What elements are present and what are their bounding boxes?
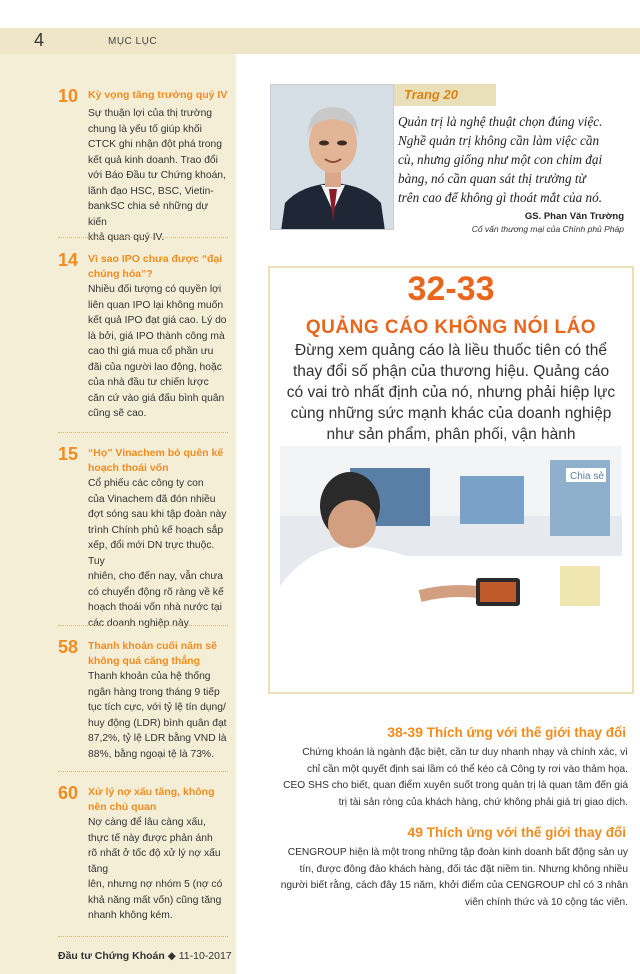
footer <box>58 950 232 962</box>
toc-page-number: 60 <box>58 783 79 803</box>
toc-summary: Nhiều đối tượng có quyền lợi liên quan IPO lại không muốn kết quả IPO đạt giá cao. Lý do là bởi, giá IPO thành công mà cao thì giá mua cổ phần ưu đãi của người lao động, hoặc của nhà đầu tư chiến lược căn cứ vào giá đấu bình quân cũng sẽ cao. <box>88 284 227 419</box>
publication-name: Đầu tư Chứng Khoán <box>58 950 165 962</box>
quote-text: Quản trị là nghệ thuật chọn đúng việc. Nghề quản trị không cần làm việc cần cù, nhưng giống như một con chim đại bàng, nó cần quan sát thị trường từ trên cao để không gì thoát mắt của nó. <box>398 114 603 205</box>
quote-author: GS. Phan Văn Trường <box>524 211 624 222</box>
article-summary: Chứng khoán là ngành đặc biệt, cần tư duy nhanh nhạy và chính xác, vì chỉ cần một quyết định sai lầm có thể kéo cả Công ty rơi vào thảm họa. CEO SHS cho biết, quan điểm xuyên suốt trong quản trị là quan tâm đến giá trị tài sản ròng của khách hàng, chứ không phải giá trị giao dịch. <box>283 747 628 808</box>
divider <box>58 237 228 238</box>
quote-author-role: Cố vấn thương mại của Chính phủ Pháp <box>471 224 624 234</box>
article-title: Thích ứng với thế giới thay đổi <box>426 825 626 840</box>
toc-summary: Thanh khoản của hệ thống ngân hàng trong tháng 9 tiếp tục tích cực, với tỷ lệ tín dụng/ huy động (LDR) bình quân đạt 87,2%, tỷ lệ LDR bằng VND là 88%, bằng ngoại tệ là 73%. <box>88 671 227 760</box>
toc-title[interactable]: Thanh khoản cuối năm sẽ không quá căng thẳng <box>88 640 217 667</box>
portrait-illustration <box>271 85 394 230</box>
issue-date: 11-10-2017 <box>178 950 232 962</box>
toc-title[interactable]: “Họ” Vinachem bỏ quên kế hoạch thoái vốn <box>88 447 224 474</box>
divider <box>58 432 228 433</box>
toc-page-number: 10 <box>58 86 79 106</box>
feature-photo-illustration <box>280 446 622 686</box>
feature-title[interactable]: QUẢNG CÁO KHÔNG NÓI LÁO <box>305 317 597 338</box>
article-summary: CENGROUP hiện là một trong những tập đoàn kinh doanh bất động sản uy tín, được đông đảo khách hàng, đối tác đặt niềm tin. Nhưng không nhiều người biết rằng, cách đây 15 năm, khởi điểm của CENGROUP chỉ có 3 nhân viên chính thức và 10 cộng tác viên. <box>280 847 628 908</box>
toc-title[interactable]: Vì sao IPO chưa được “đại chúng hóa”? <box>88 253 223 280</box>
page-number: 4 <box>34 30 45 50</box>
article-page-numbers: 49 <box>407 824 423 840</box>
footer-separator: ◆ <box>167 950 176 962</box>
feature-page-numbers[interactable]: 32-33 <box>407 270 495 308</box>
toc-summary: Sự thuận lợi của thị trường chung là yếu tố giúp khối CTCK ghi nhận đột phá trong kết quả kinh doanh. Trao đổi với Báo Đầu tư Chứng khoán, lãnh đạo HSC, BSC, Vietin- bankSC chia sẻ những dự kiến khả quan quý IV. <box>88 108 226 243</box>
article-page-numbers: 38-39 <box>387 724 423 740</box>
author-portrait <box>270 84 394 230</box>
toc-summary: Nợ càng để lâu càng xấu, thực tế này được phản ánh rõ nhất ở tốc độ xử lý nợ xấu tăng lên, nhưng nợ nhóm 5 (nợ có khả năng mất vốn) cũng tăng nhanh không kém. <box>88 817 223 921</box>
feature-summary: Đừng xem quảng cáo là liều thuốc tiên có thể thay đổi số phận của thương hiệu. Quảng cáo có vai trò nhất định của nó, nhưng phải hiệp lực cùng những sức mạnh khác của doanh nghiệp như sản phẩm, phân phối, vận hành <box>286 342 616 443</box>
divider <box>58 625 228 626</box>
divider <box>58 771 228 772</box>
divider <box>58 936 228 937</box>
photo-sign-text: Chia sẻ <box>570 471 604 482</box>
toc-title[interactable]: Kỳ vọng tăng trưởng quý IV <box>88 89 228 101</box>
toc-page-number: 58 <box>58 637 79 657</box>
toc-summary: Cổ phiếu các công ty con của Vinachem đã đón nhiều đợt sóng sau khi tập đoàn này trình Chính phủ kế hoạch sắp xếp, đổi mới DN trực thuộc. Tuy nhiên, cho đến nay, vẫn chưa có chuyển động rõ ràng về kế hoạch thoái vốn nhà nước tại các doanh nghiệp này. <box>88 478 227 629</box>
toc-page-number: 14 <box>58 250 79 270</box>
toc-title[interactable]: Xử lý nợ xấu tăng, không nên chủ quan <box>88 786 215 813</box>
article-title: Thích ứng với thế giới thay đổi <box>426 725 626 740</box>
header-band <box>0 28 640 54</box>
toc-page-number: 15 <box>58 444 79 464</box>
article-headline[interactable] <box>387 724 626 740</box>
article-headline[interactable] <box>407 824 626 840</box>
section-label: MỤC LỤC <box>108 36 158 47</box>
quote-page-tag[interactable]: Trang 20 <box>394 84 496 106</box>
feature-photo <box>280 446 622 686</box>
